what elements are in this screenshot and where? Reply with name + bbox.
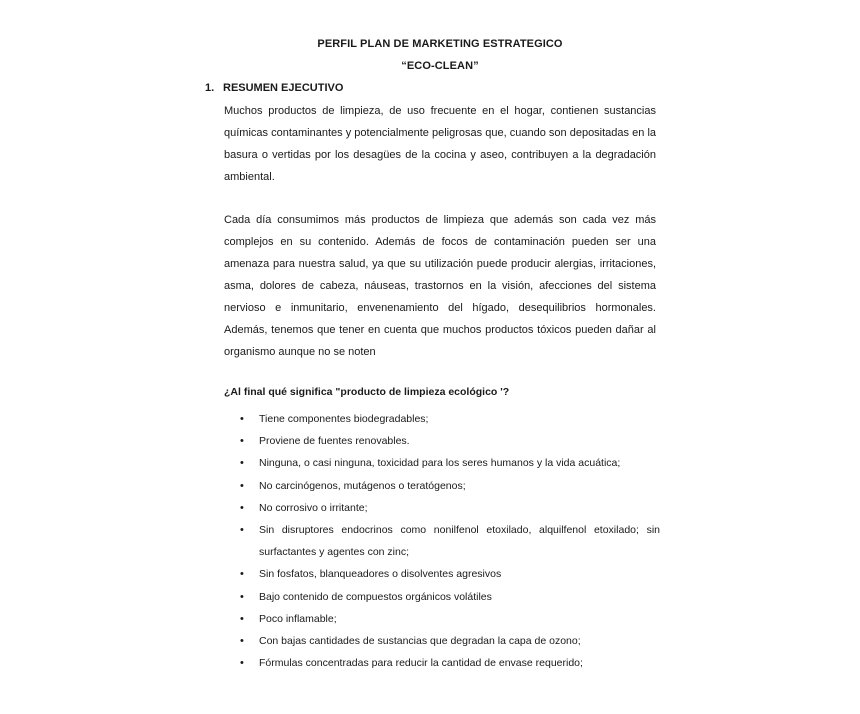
bullet-icon: • <box>240 612 244 625</box>
bullet-icon: • <box>240 479 244 492</box>
bullet-icon: • <box>240 413 244 425</box>
list-item-text: No carcinógenos, mutágenos o teratógenos; <box>259 479 466 492</box>
list-item-text: Tiene componentes biodegradables; <box>259 413 429 425</box>
list-item <box>224 430 660 452</box>
list-item-text: No corrosivo o irritante; <box>259 501 368 514</box>
section-heading <box>205 82 343 94</box>
bullet-icon: • <box>240 657 244 670</box>
list-item <box>224 652 660 674</box>
list-item <box>224 519 660 563</box>
list-item <box>224 475 660 497</box>
bullet-icon: • <box>240 501 244 514</box>
list-item <box>224 586 660 608</box>
bullet-icon: • <box>240 457 244 470</box>
bullet-icon: • <box>240 635 244 648</box>
list-item <box>224 497 660 519</box>
bullet-icon: • <box>240 590 244 603</box>
list-item-text: Ninguna, o casi ninguna, toxicidad para los seres humanos y la vida acuática; <box>259 457 621 470</box>
list-item-text: Sin disruptores endocrinos como nonilfenol etoxilado, alquilfenol etoxilado; sin surfactantes y agentes con zinc; <box>259 524 660 559</box>
list-item <box>224 408 660 430</box>
list-item-text: Bajo contenido de compuestos orgánicos volátiles <box>259 590 492 603</box>
list-item <box>224 563 660 585</box>
list-item <box>224 630 660 652</box>
list-item <box>224 452 660 474</box>
list-item <box>224 608 660 630</box>
section-number: 1. <box>205 82 215 94</box>
paragraph: Cada día consumimos más productos de limpieza que además son cada vez más complejos en su contenido. Además de focos de contaminación pueden ser una amenaza para nuestra salud, ya que su utilización puede producir alergias, irritaciones, asma, dolores de cabeza, náuseas, trastornos en la visión, afecciones del sistema nervioso e inmunitario, envenenamiento del hígado, desequilibrios hormonales. Además, tenemos que tener en cuenta que muchos productos tóxicos pueden dañar al organismo aunque no se noten <box>224 214 656 358</box>
bullet-icon: • <box>240 568 244 581</box>
list-item-text: Con bajas cantidades de sustancias que degradan la capa de ozono; <box>259 635 581 648</box>
paragraph: Muchos productos de limpieza, de uso frecuente en el hogar, contienen sustancias químicas contaminantes y potencialmente peligrosas que, cuando son depositadas en la basura o vertidas por los desagües de la cocina y aseo, contribuyen a la degradación ambiental. <box>224 105 656 183</box>
document-subtitle: “ECO-CLEAN” <box>401 60 479 72</box>
bullet-list <box>224 408 660 674</box>
bullet-icon: • <box>240 435 244 448</box>
question-heading: ¿Al final qué significa "producto de limpieza ecológico '? <box>224 386 510 398</box>
section-title: RESUMEN EJECUTIVO <box>223 82 344 94</box>
document-title: PERFIL PLAN DE MARKETING ESTRATEGICO <box>317 38 563 50</box>
list-item-text: Proviene de fuentes renovables. <box>259 435 410 448</box>
bullet-icon: • <box>240 524 244 537</box>
list-item-text: Poco inflamable; <box>259 612 337 625</box>
list-item-text: Fórmulas concentradas para reducir la cantidad de envase requerido; <box>259 657 583 670</box>
list-item-text: Sin fosfatos, blanqueadores o disolventes agresivos <box>259 568 502 581</box>
